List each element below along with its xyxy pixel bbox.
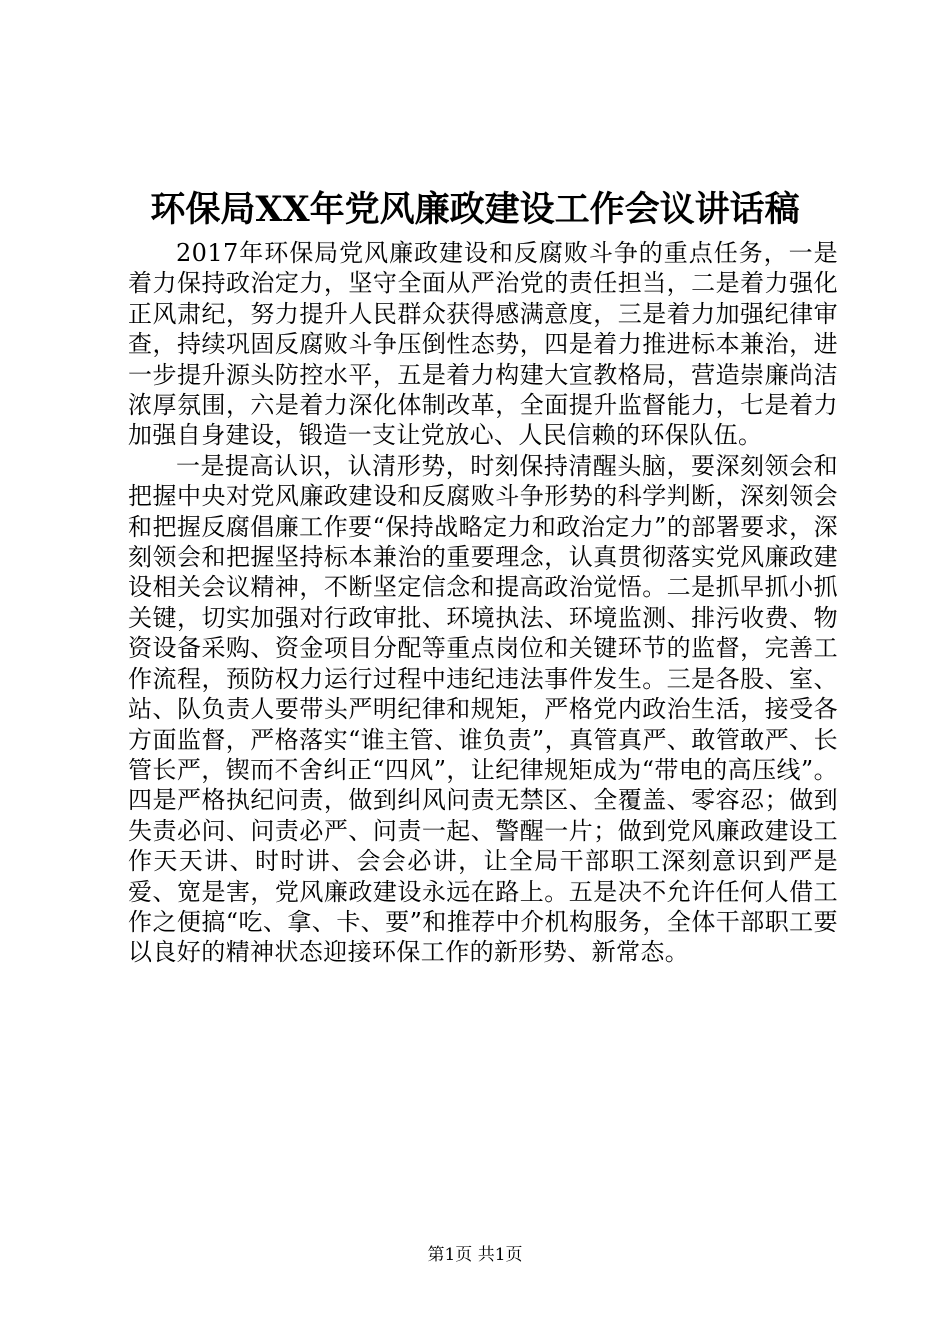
- page-footer: 第1页 共1页: [427, 1245, 523, 1265]
- document-title: 环保局XX年党风廉政建设工作会议讲话稿: [150, 189, 800, 230]
- paragraph-2: 一是提高认识，认清形势，时刻保持清醒头脑，要深刻领会和把握中央对党风廉政建设和反腐败斗争形势的科学判断，深刻领会和把握反腐倡廉工作要“保持战略定力和政治定力”的部署要求，深刻领会和把握坚持标本兼治的重要理念，认真贯彻落实党风廉政建设相关会议精神，不断坚定信念和提高政治觉悟。二是抓早抓小抓关键，切实加强对行政审批、环境执法、环境监测、排污收费、物资设备采购、资金项目分配等重点岗位和关键环节的监督，完善工作流程，预防权力运行过程中违纪违法事件发生。三是各股、室、站、队负责人要带头严明纪律和规矩，严格党内政治生活，接受各方面监督，严格落实“谁主管、谁负责”，真管真严、敢管敢严、长管长严，锲而不舍纠正“四风”，让纪律规矩成为“带电的高压线”。四是严格执纪问责，做到纠风问责无禁区、全覆盖、零容忍；做到失责必问、问责必严、问责一起、警醒一片；做到党风廉政建设工作天天讲、时时讲、会会必讲，让全局干部职工深刻意识到严是爱、宽是害，党风廉政建设永远在路上。五是决不允许任何人借工作之便搞“吃、拿、卡、要”和推荐中介机构服务，全体干部职工要以良好的精神状态迎接环保工作的新形势、新常态。: [128, 451, 838, 967]
- document-body: [128, 238, 838, 968]
- paragraph-1: 2017年环保局党风廉政建设和反腐败斗争的重点任务，一是着力保持政治定力，坚守全面从严治党的责任担当，二是着力强化正风肃纪，努力提升人民群众获得感满意度，三是着力加强纪律审查，持续巩固反腐败斗争压倒性态势，四是着力推进标本兼治，进一步提升源头防控水平，五是着力构建大宣教格局，营造崇廉尚洁浓厚氛围，六是着力深化体制改革，全面提升监督能力，七是着力加强自身建设，锻造一支让党放心、人民信赖的环保队伍。: [128, 239, 838, 450]
